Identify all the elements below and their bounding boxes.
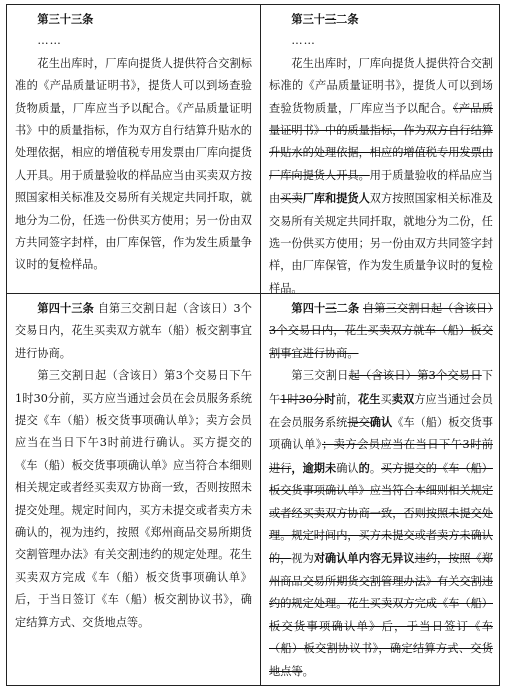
article-paragraph: 花生出库时，厂库向提货人提供符合交割标准的《产品质量证明书》，提货人可以到场查验货物质量，厂库应当予以配合。《产品质量证明书》中的质量指标，作为双方自行结算升贴水的处理依据，相应的增值税专用发票由厂库向提货人开具。用于质量验收的样品应当由买卖双方按照国家相关标准及交易所有关规定共同扦取，就地分为二份，任选一份供买方使用；另一份由双方共同签字封样，由厂库保管，作为发生质量争议时的复检样品。 [15, 56, 252, 272]
kept-text: 视为 [291, 552, 314, 566]
kept-text: 买 [380, 392, 392, 406]
kept-text: 下午 [269, 369, 493, 406]
kept-text: 双方按照国家相关标准及交易所有关规定共同扦取，就地分为二份，任选一份供买方使用；另一份由双方共同签字封样，由厂库保管，作为发生质量争议时的复检样品。 [269, 192, 493, 295]
deleted-text: 《产品质量证明书》中的质量指标，作为双方自行结算升贴水的处理依据，相应的增值税专用发票由厂库向提货人开具。 [269, 101, 493, 182]
revised-article-42-cell [261, 294, 501, 686]
kept-text: 《车（船）板交货事项确认单》 [269, 416, 493, 452]
deleted-text: 自第三交割日起（含该日）3个交易日内，花生买卖双方就车（船）板交割事宜进行协商。 [269, 302, 493, 360]
article-heading [269, 8, 493, 30]
inserted-text: 确认 [369, 415, 393, 430]
deleted-text: 违约，按照《郑州商品交易所期货交割管理办法》有关交割违约的规定处理。花生买卖双方完成《车（船）板交货事项确认单》后，于当日签订《车（船）板交割协议书》，确定结算方式、交货地点等 [269, 552, 493, 678]
deleted-text: 提交 [347, 416, 370, 430]
deleted-text: 买卖 [280, 192, 303, 206]
paragraph-text: 自第三交割日起（含该日）3个交易日内，花生买卖双方就车（船）板交割事宜进行协商。 [15, 302, 252, 360]
heading-text: 第三十 [291, 12, 325, 26]
deleted-text: 起（含该日）第3个交易日 [348, 369, 482, 383]
article-heading [291, 301, 359, 315]
original-article-33-cell [7, 5, 260, 293]
inserted-text: 对确认单内容无异议 [313, 551, 415, 566]
inserted-text: 厂库和提货人 [302, 191, 370, 206]
heading-text: 条 [347, 301, 360, 315]
inserted-text: 卖双 [391, 391, 415, 406]
deleted-text: 三 [324, 12, 337, 26]
kept-text: 方应当通过会员在会员服务系统 [269, 392, 493, 430]
inserted-text: 的 [358, 460, 370, 475]
heading-text: 第四十 [291, 301, 326, 315]
deleted-text: 买方提交的《车（船）板交货事项确认单》应当符合本细则相关规定或者经买卖双方协商一致，否则按照未提交处理。规定时间内，买方未提交或者卖方未确认的， [269, 461, 493, 566]
inserted-text: ，逾期未 [291, 460, 337, 475]
heading-text: 条 [347, 12, 359, 26]
inserted-text: 时 [324, 391, 336, 406]
article-paragraph [269, 297, 493, 365]
article-paragraph [269, 365, 493, 683]
original-article-43-cell [7, 294, 260, 686]
article-heading: 第三十三条 [37, 12, 94, 26]
article-paragraph [269, 53, 493, 300]
deleted-text: ；卖方会员应当在当日下午3时前进行 [269, 438, 493, 475]
kept-text: 花生出库时，厂库向提货人提供符合交割标准的《产品质量证明书》，提货人可以到场查验货物质量，厂库应当予以配合。 [269, 56, 493, 115]
deleted-text: 三 [325, 301, 337, 315]
ellipsis: …… [37, 34, 62, 48]
comparison-table [6, 4, 500, 686]
inserted-text: 花生 [357, 391, 381, 406]
kept-text: 第三交割日 [291, 369, 349, 383]
kept-text: 。 [302, 664, 314, 678]
article-paragraph: 第三交割日起（含该日）第3个交易日下午1时30分前，买方应当通过会员在会员服务系统提交《车（船）板交货事项确认单》；卖方会员应当在当日下午3时前进行确认。买方提交的《车（船）板交货事项确认单》应当符合本细则相关规定或者经买卖双方协商一致，否则按照未提交处理。规定时间内，买方未提交或者卖方未确认的，视为违约，按照《郑州商品交易所期货交割管理办法》有关交割违约的规定处理。花生买卖双方完成《车（船）板交货事项确认单》后，于当日签订《车（船）板交割协议书》，确定结算方式、交货地点等。 [15, 369, 252, 629]
article-heading: 第四十三条 [37, 301, 94, 315]
kept-text: 前， [335, 392, 358, 406]
inserted-text: 二 [336, 301, 348, 315]
inserted-text: 二 [336, 12, 348, 26]
ellipsis: …… [291, 34, 316, 48]
revised-article-32-cell [261, 5, 501, 293]
kept-text: 确认 [336, 461, 359, 475]
deleted-text: 1时30分 [280, 392, 325, 406]
kept-text: 。 [369, 461, 382, 475]
article-paragraph [15, 297, 252, 365]
kept-text: 用于质量验收的样品应当由 [269, 168, 493, 206]
